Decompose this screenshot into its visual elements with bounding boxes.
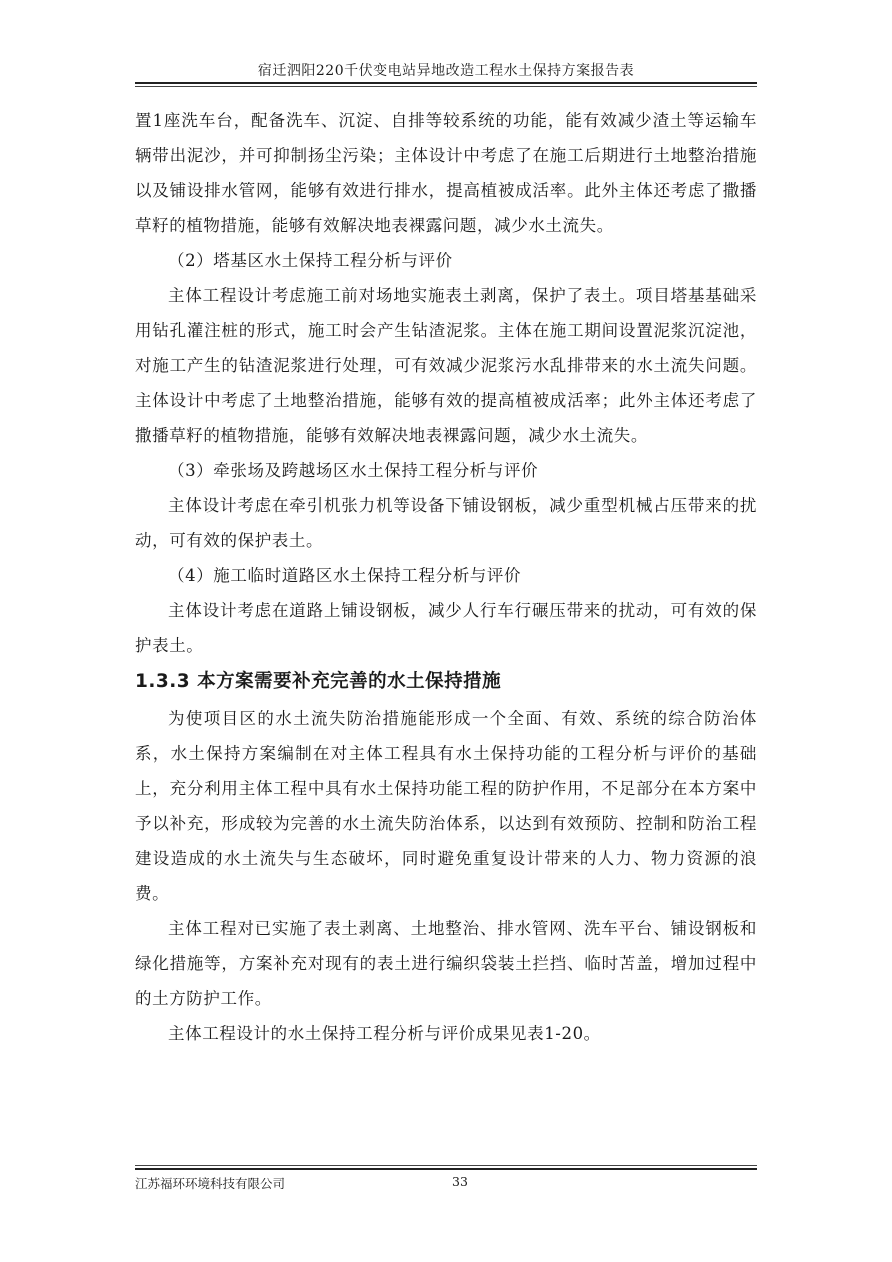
paragraph-supplement-purpose: 为使项目区的水土流失防治措施能形成一个全面、有效、系统的综合防治体系，水土保持方案编制在对主体工程具有水土保持功能的工程分析与评价的基础上，充分利用主体工程中具有水土保持功能工程的防护作用，不足部分在本方案中予以补充，形成较为完善的水土流失防治体系，以达到有效预防、控制和防治工程建设造成的水土流失与生态破坏，同时避免重复设计带来的人力、物力资源的浪费。: [135, 709, 757, 903]
footer-company-name: 江苏福环环境科技有限公司: [135, 1176, 286, 1191]
paragraph-table-reference: 主体工程设计的水土保持工程分析与评价成果见表1-20。: [168, 1024, 601, 1043]
paragraph-tension-field: 主体设计考虑在牵引机张力机等设备下铺设钢板，减少重型机械占压带来的扰动，可有效的保护表土。: [135, 496, 757, 550]
header-rule-thin: [135, 86, 757, 87]
running-header-title: 宿迁泗阳220千伏变电站异地改造工程水土保持方案报告表: [257, 63, 635, 79]
paragraph-temporary-road: 主体设计考虑在道路上铺设钢板，减少人行车行碾压带来的扰动，可有效的保护表土。: [135, 601, 757, 655]
footer-rule-thick: [135, 1168, 757, 1170]
paragraph-tower-base: 主体工程设计考虑施工前对场地实施表土剥离，保护了表土。项目塔基基础采用钻孔灌注桩的形式，施工时会产生钻渣泥浆。主体在施工期间设置泥浆沉淀池，对施工产生的钻渣泥浆进行处理，可有效减少泥浆污水乱排带来的水土流失问题。主体设计中考虑了土地整治措施，能够有效的提高植被成活率；此外主体还考虑了撒播草籽的植物措施，能够有效解决地表裸露问题，减少水土流失。: [135, 286, 757, 445]
body-text: [135, 103, 757, 1051]
subheading-temporary-road: （4）施工临时道路区水土保持工程分析与评价: [168, 566, 522, 585]
page-number: 33: [452, 1174, 468, 1189]
paragraph-supplement-measures: 主体工程对已实施了表土剥离、土地整治、排水管网、洗车平台、铺设钢板和绿化措施等，方案补充对现有的表土进行编织袋装土拦挡、临时苫盖，增加过程中的土方防护工作。: [135, 919, 757, 1008]
subheading-tension-field: （3）牵张场及跨越场区水土保持工程分析与评价: [168, 461, 539, 480]
paragraph-continuation: 置1座洗车台，配备洗车、沉淀、自排等较系统的功能，能有效减少渣土等运输车辆带出泥沙，并可抑制扬尘污染；主体设计中考虑了在施工后期进行土地整治措施以及铺设排水管网，能够有效进行排水，提高植被成活率。此外主体还考虑了撒播草籽的植物措施，能够有效解决地表裸露问题，减少水土流失。: [135, 111, 757, 235]
section-heading-1-3-3: 1.3.3 本方案需要补充完善的水土保持措施: [135, 671, 502, 692]
subheading-tower-base: （2）塔基区水土保持工程分析与评价: [168, 251, 453, 270]
header-rule-thick: [135, 82, 757, 84]
footer-rule-thin: [135, 1165, 757, 1166]
